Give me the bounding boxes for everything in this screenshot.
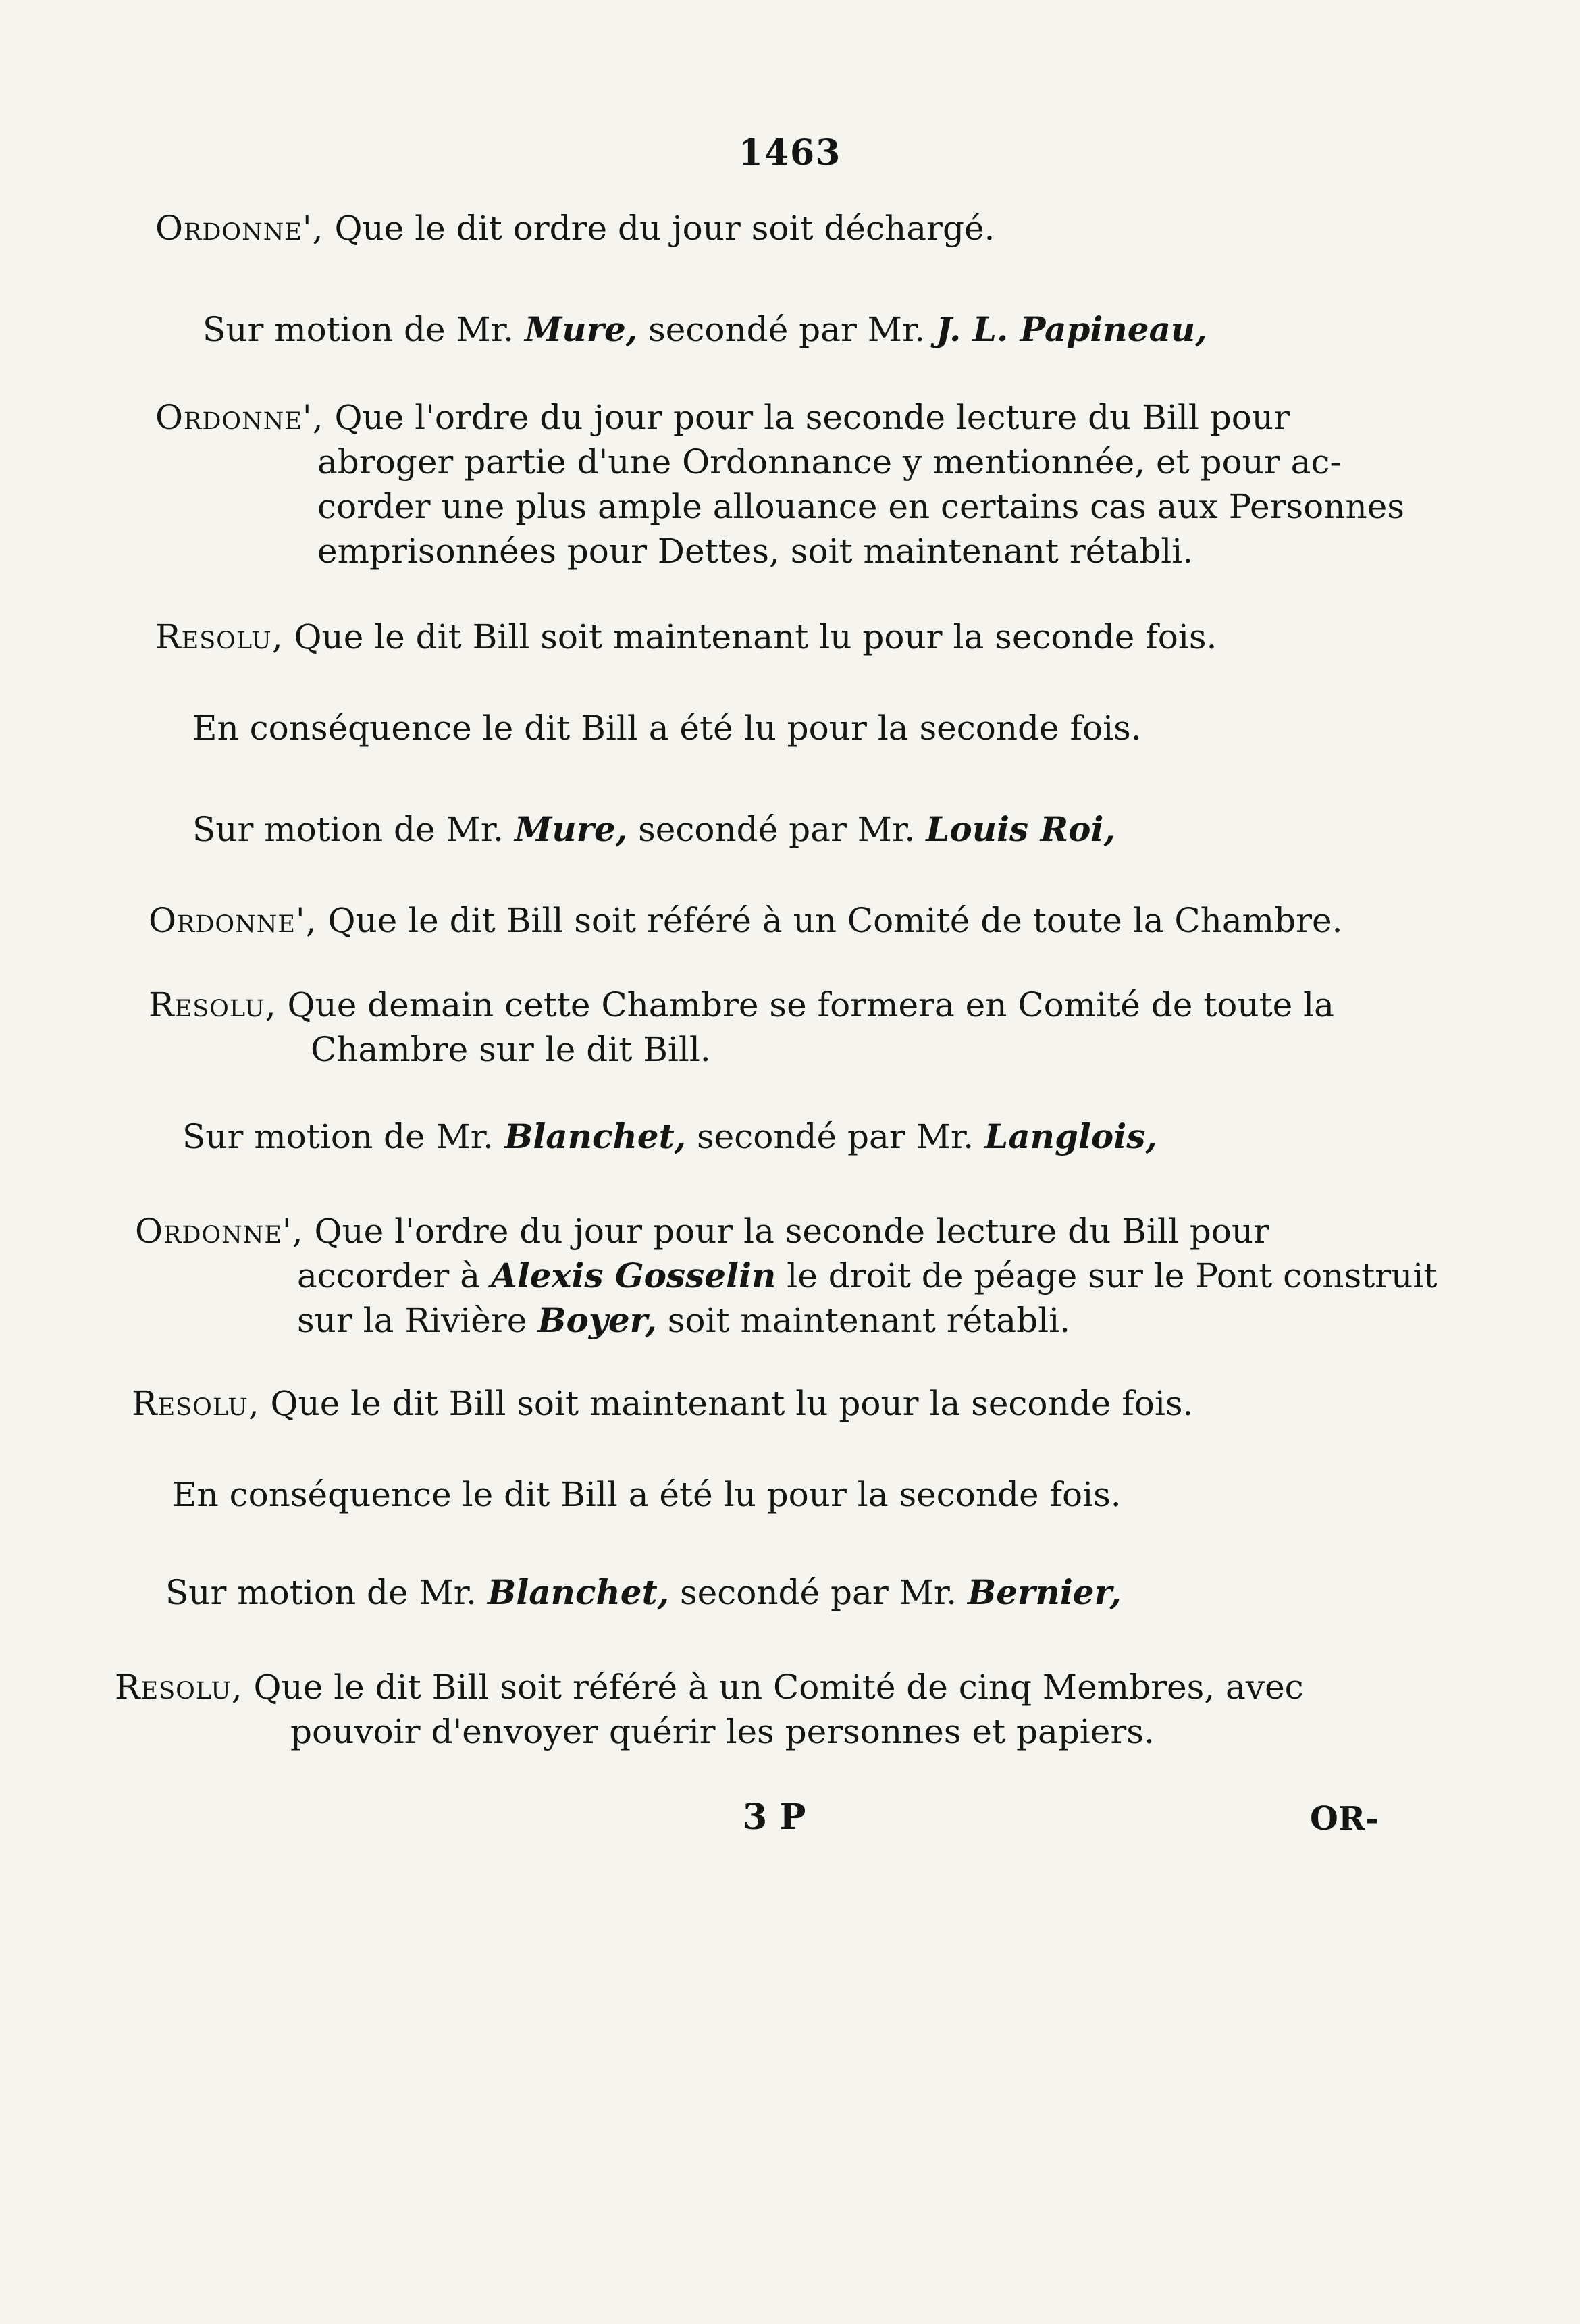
cont-text: accorder à: [297, 1256, 491, 1295]
cont-text: le droit de péage sur le Pont construit: [776, 1256, 1438, 1295]
motion-seconder: J. L. Papineau,: [936, 309, 1207, 349]
entry-cont-line: abroger partie d'une Ordonnance y mentionnée, et pour ac-: [317, 442, 1342, 482]
motion-prefix: Sur motion de Mr.: [182, 1117, 494, 1156]
entry-text: Que le dit Bill soit maintenant lu pour la seconde fois.: [270, 1384, 1194, 1423]
cont-italic: Boyer,: [537, 1300, 657, 1340]
entry-cont-line: [135, 1298, 1437, 1343]
cont-italic: Alexis Gosselin: [490, 1256, 776, 1295]
motion-prefix: Sur motion de Mr.: [192, 810, 504, 849]
entry-ordonne-3: [149, 898, 1342, 943]
entry-text: Que demain cette Chambre se formera en Comité de toute la: [287, 985, 1334, 1025]
entry-ordonne-1: [155, 206, 995, 251]
entry-text: Que le dit Bill soit maintenant lu pour la seconde fois.: [294, 617, 1217, 656]
entry-text: Que le dit Bill soit référé à un Comité de cinq Membres, avec: [253, 1668, 1304, 1707]
motion-mover: Mure,: [524, 309, 638, 349]
motion-mover: Blanchet,: [487, 1572, 670, 1612]
entry-lead: Resolu,: [132, 1384, 260, 1423]
catchword: OR-: [1310, 1800, 1379, 1838]
entry-resolu-4: [115, 1665, 1304, 1754]
entry-text: Que le dit ordre du jour soit déchargé.: [334, 209, 995, 248]
entry-resolu-3: [132, 1381, 1193, 1426]
page-number: 1463: [738, 132, 842, 174]
entry-plain-2: [172, 1472, 1122, 1517]
entry-lead: Resolu,: [155, 617, 284, 656]
entry-text: Que le dit Bill soit référé à un Comité de toute la Chambre.: [327, 901, 1343, 940]
entry-lead: Resolu,: [115, 1668, 243, 1707]
entry-cont-line: corder une plus ample allouance en certains cas aux Personnes: [317, 487, 1404, 526]
motion-seconder: Louis Roi,: [926, 809, 1115, 849]
entry-lead: Resolu,: [149, 985, 277, 1025]
motion-mover: Mure,: [514, 809, 628, 849]
motion-seconded: secondé par Mr.: [638, 810, 916, 849]
motion-seconder: Langlois,: [984, 1116, 1157, 1156]
cont-text: sur la Rivière: [297, 1301, 538, 1340]
entry-cont-line: emprisonnées pour Dettes, soit maintenant rétabli.: [317, 532, 1194, 571]
entry-cont-line: Chambre sur le dit Bill.: [311, 1030, 711, 1069]
entry-resolu-1: [155, 615, 1217, 659]
motion-prefix: Sur motion de Mr.: [203, 310, 515, 349]
cont-text: soit maintenant rétabli.: [656, 1301, 1071, 1340]
motion-seconded: secondé par Mr.: [679, 1573, 957, 1612]
entry-ordonne-4: [135, 1209, 1437, 1343]
entry-resolu-2: [149, 983, 1334, 1072]
entry-lead: Ordonne',: [155, 209, 324, 248]
motion-3: [182, 1114, 1157, 1159]
motion-seconded: secondé par Mr.: [696, 1117, 974, 1156]
entry-cont-line: pouvoir d'envoyer quérir les personnes et papiers.: [290, 1712, 1155, 1751]
motion-1: [203, 307, 1207, 352]
entry-cont-line: [135, 1254, 1437, 1298]
entry-text: En conséquence le dit Bill a été lu pour la seconde fois.: [172, 1475, 1122, 1514]
entry-text: Que l'ordre du jour pour la seconde lecture du Bill pour: [334, 398, 1290, 437]
entry-text: Que l'ordre du jour pour la seconde lecture du Bill pour: [314, 1212, 1270, 1251]
motion-prefix: Sur motion de Mr.: [165, 1573, 477, 1612]
motion-4: [165, 1570, 1122, 1615]
entry-lead: Ordonne',: [149, 901, 317, 940]
entry-ordonne-2: [155, 395, 1404, 573]
motion-2: [192, 807, 1115, 852]
motion-mover: Blanchet,: [504, 1116, 687, 1156]
entry-lead: Ordonne',: [155, 398, 324, 437]
entry-text: En conséquence le dit Bill a été lu pour la seconde fois.: [192, 708, 1142, 748]
entry-lead: Ordonne',: [135, 1212, 304, 1251]
motion-seconder: Bernier,: [968, 1572, 1122, 1612]
motion-seconded: secondé par Mr.: [648, 310, 926, 349]
signature-mark: 3 P: [743, 1797, 806, 1838]
entry-plain-1: [192, 706, 1142, 750]
